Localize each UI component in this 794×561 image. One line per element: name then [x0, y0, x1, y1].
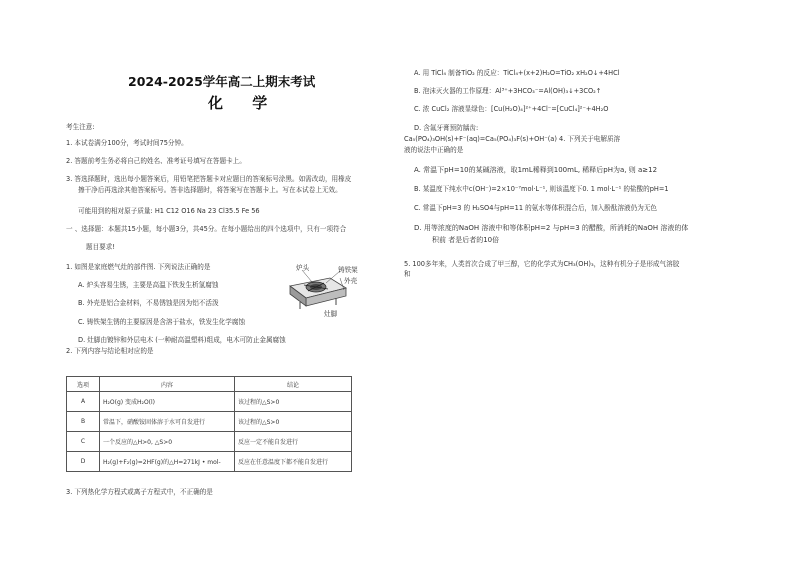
q2-table	[66, 376, 352, 472]
table-row	[67, 392, 352, 412]
section1-instructions: 一 、选择题：本题共15小题，每小题3分，共45分。在每小题给出的四个选项中，只有一项符合	[66, 225, 347, 233]
fig-label-cast-iron-frame: 铸铁架	[338, 266, 358, 274]
q3-option-d: D. 含氟牙膏预防龋齿:	[414, 124, 479, 132]
section1-instructions-cont: 题目要求!	[86, 243, 116, 251]
q3-option-c: C. 浓 CuCl₂ 溶液显绿色：[Cu(H₂O)₄]²⁺+4Cl⁻=[CuCl₄]²⁻+4H₂O	[414, 105, 609, 113]
q4-stem-cont: 液的说法中正确的是	[404, 146, 464, 154]
q2-row-d-content: H₂(g)+F₂(g)=2HF(g)的△H=271kJ • mol-	[100, 452, 235, 472]
q2-row-d-conclusion: 反应在任意温度下都不能自发进行	[235, 452, 352, 472]
q3-option-a: A. 用 TiCl₄ 制备TiO₂ 的反应：TiCl₄+(x+2)H₂O=TiO₂ xH₂O↓+4HCl	[414, 69, 620, 77]
q5-stem-cont: 和	[404, 270, 411, 278]
q2-row-b-content: 常温下，硝酸铵固体溶于水可自发进行	[100, 412, 235, 432]
exam-subject: 化 学	[208, 94, 280, 112]
note-3-line2: 擦干净后再选涂其他答案标号。答非选择题时，将答案写在答题卡上。写在本试卷上无效。	[78, 186, 342, 194]
q4-option-b: B. 某温度下纯水中c(OH⁻)=2×10⁻⁷mol·L⁻¹, 则该温度下0. 1 mol·L⁻¹ 的盐酸的pH=1	[414, 185, 669, 193]
notes-heading: 考生注意:	[66, 123, 95, 131]
q2-header-conclusion: 结论	[235, 377, 352, 392]
q3-option-b: B. 泡沫灭火器的工作原理：Al³⁺+3HCO₃⁻=Al(OH)₃↓+3CO₂↑	[414, 87, 602, 95]
q1-stem: 1. 如图是家庭燃气灶的部件图. 下列说法正确的是	[66, 263, 211, 271]
q3-stem: 3. 下列热化学方程式或离子方程式中，不正确的是	[66, 488, 213, 496]
q4-option-d-line2: 积前 者是后者的10倍	[432, 236, 500, 244]
q2-row-d-option: D	[67, 452, 100, 472]
q2-row-a-option: A	[67, 392, 100, 412]
q4-option-c: C. 常温下pH=3 的 H₂SO4与pH=11 的氨水等体积混合后，加入酚酞溶液仍为无色	[414, 204, 658, 212]
q5-stem: 5. 100多年来，人类首次合成了甲三醇，它的化学式为CH₃(OH)₃，这种有机分子是形成气溶胶	[404, 260, 680, 268]
q2-header-content: 内容	[100, 377, 235, 392]
q2-stem: 2. 下列内容与结论相对应的是	[66, 347, 154, 355]
q3-d-equation-q4-stem: Ca₅(PO₄)₃OH(s)+F⁻(aq)=Ca₅(PO₄)₃F(s)+OH⁻(a) 4. 下列关于电解质溶	[404, 135, 621, 143]
q4-option-a: A. 常温下pH=10的某碱溶液，取1mL稀释到100mL, 稀释后pH为a, 则 a≥12	[414, 166, 658, 174]
q2-row-a-content: H₂O(g) 变成H₂O(l)	[100, 392, 235, 412]
q2-row-c-conclusion: 反应一定不能自发进行	[235, 432, 352, 452]
table-row	[67, 452, 352, 472]
q2-header-option: 选项	[67, 377, 100, 392]
q1-option-d: D. 灶脚由镀锌和外层电木 (一种耐高温塑料)组成，电木可防止金属腐蚀	[78, 336, 286, 344]
exam-title: 2024-2025学年高二上期末考试	[128, 74, 316, 89]
fig-label-foot: 灶脚	[324, 310, 338, 318]
table-row	[67, 432, 352, 452]
q4-option-d-line1: D. 用等浓度的NaOH 溶液中和等体积pH=2 与pH=3 的醋酸，所消耗的NaOH 溶液的体	[414, 224, 689, 232]
q1-option-c: C. 铸铁架生锈的主要原因是含溶于盐水，铁发生化学腐蚀	[78, 318, 246, 326]
fig-label-burner: 炉头	[296, 264, 310, 272]
q2-row-a-conclusion: 该过程的△S>0	[235, 392, 352, 412]
q2-row-c-option: C	[67, 432, 100, 452]
q2-row-b-option: B	[67, 412, 100, 432]
note-3-line1: 3. 答选择题时，选出每小题答案后，用铅笔把答题卡对应题目的答案标号涂黑。如需改动，用橡皮	[66, 175, 352, 183]
q1-option-b: B. 外壳是铝合金材料，不易锈蚀是因为铝不活泼	[78, 299, 219, 307]
table-row	[67, 412, 352, 432]
note-1: 1. 本试卷满分100分，考试时间75分钟。	[66, 139, 188, 147]
atomic-masses: 可能用到的相对原子质量: H1 C12 O16 Na 23 Cl35.5 Fe 56	[78, 207, 260, 215]
q2-row-c-content: 一个反应的△H>0, △S>0	[100, 432, 235, 452]
q1-option-a: A. 炉头容易生锈，主要是高温下铁发生析氢腐蚀	[78, 281, 219, 289]
note-2: 2. 答题前考生务必将自己的姓名、准考证号填写在答题卡上。	[66, 157, 246, 165]
q2-row-b-conclusion: 该过程的△S>0	[235, 412, 352, 432]
fig-label-shell: 外壳	[344, 277, 358, 285]
